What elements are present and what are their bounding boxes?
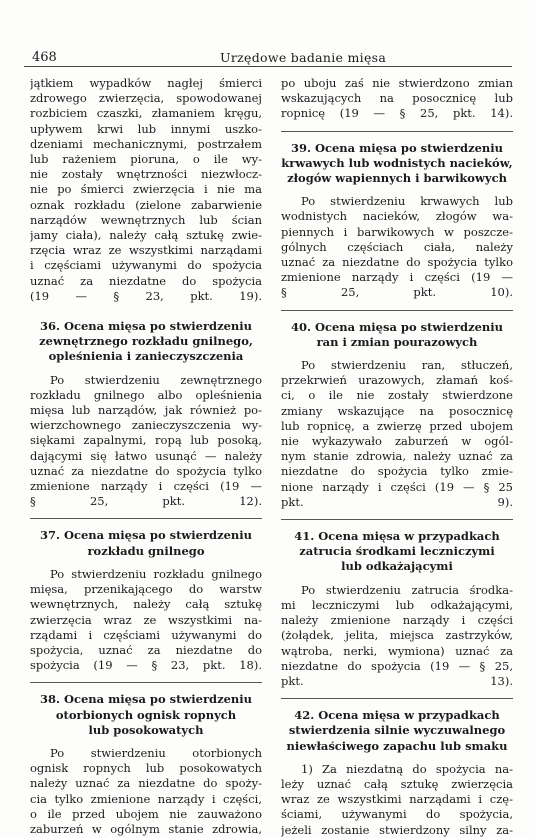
text-line: lub ropnicę, a zwierzę przed ubojem [281, 418, 513, 433]
text-line: niewłaściwego zapachu lub smaku [286, 738, 508, 753]
text-line: cia tylko zmienione narządy i części, [30, 791, 262, 806]
section-41-heading [281, 529, 513, 575]
text-line: Po stwierdzeniu krwawych lub [301, 194, 513, 209]
text-line: § 25, pkt. 12). [30, 494, 262, 509]
text-line: złogów wapiennych i barwikowych [287, 171, 507, 186]
text-line: wodnistych nacieków, złogów wa- [281, 209, 513, 224]
text-line: leży uznać całą sztukę zwierzęcia [281, 776, 513, 791]
text-line: wierzchownego zanieczyszczenia wy- [30, 418, 262, 433]
text-line: po uboju zaś nie stwierdzono zmian [281, 76, 513, 90]
text-line: krwawych lub wodnistych nacieków, [281, 155, 513, 170]
text-line: pkt. 13). [281, 673, 513, 688]
text-line: 37. Ocena mięsa po stwierdzeniu [39, 528, 253, 543]
text-line: wewnętrznych, należy całą sztukę [30, 597, 262, 612]
text-line: jeżeli zostanie stwierdzony silny za- [281, 822, 513, 837]
divider [30, 682, 262, 683]
divider [281, 519, 513, 520]
text-line: 39. Ocena mięsa po stwierdzeniu [290, 140, 504, 155]
text-line: § 25, pkt. 10). [281, 285, 513, 300]
text-line: (żołądek, jelita, miejsca zastrzyków, [281, 628, 513, 643]
paragraph-intro-left [30, 76, 262, 304]
text-line: Po stwierdzeniu zewnętrznego [50, 372, 262, 387]
text-line: otorbionych ognisk ropnych [55, 707, 237, 722]
text-line: dającymi się łatwo usunąć — należy [30, 448, 262, 463]
divider [281, 698, 513, 699]
page-number: 468 [32, 50, 57, 65]
text-line: wskazujących na posocznicę lub [281, 91, 513, 106]
text-line: rzęcia wraz ze wszystkimi narządami [30, 243, 262, 258]
text-line: Po stwierdzeniu otorbionych [50, 745, 262, 760]
text-line: rozkładu gnilnego albo opleśnienia [30, 387, 262, 402]
text-line: 1) Za niezdatną do spożycia na- [301, 761, 513, 776]
running-title: Urzędowe badanie mięsa [220, 50, 387, 65]
section-36-heading [30, 319, 262, 365]
text-line: ran i zmian pourazowych [316, 334, 478, 349]
text-line: jamy ciała), należy całą sztukę zwie- [30, 228, 262, 243]
text-line: ognisk ropnych lub posokowatych [30, 761, 262, 776]
text-line: rozbiciem czaszki, złamaniem kręgu, [30, 106, 262, 121]
text-line: zewnętrznego rozkładu gnilnego, [39, 334, 253, 349]
text-line: Po stwierdzeniu rozkładu gnilnego [50, 566, 262, 581]
text-line: ropnicę (19 — § 25, pkt. 14). [281, 106, 513, 121]
text-line: mi leczniczymi lub odkażającymi, [281, 597, 513, 612]
text-line: zdrowego zwierzęcia, spowodowanej [30, 91, 262, 106]
page-header [24, 46, 512, 67]
section-40-heading [281, 320, 513, 350]
section-38-body [30, 746, 262, 837]
text-line: należy zmienione narządy i części [281, 613, 513, 628]
divider [281, 310, 513, 311]
text-line: 41. Ocena mięsa w przypadkach [294, 529, 500, 544]
text-line: należy uznać za niezdatne do spoży- [30, 776, 262, 791]
text-line: przekrwień urazowych, złamań koś- [281, 373, 513, 388]
text-line: Po stwierdzeniu ran, stłuczeń, [301, 358, 513, 373]
text-line: wraz ze wszystkimi narządami i czę- [281, 792, 513, 807]
text-line: uznać za niezdatne do spożycia tylko [30, 463, 262, 478]
text-line: niezdatne do spożycia (19 — § 25, [281, 658, 513, 673]
text-line: 42. Ocena mięsa w przypadkach [294, 708, 500, 723]
text-line: nione narządy i części (19 — § 25 [281, 479, 513, 494]
text-line: narządów wewnętrznych lub ścian [30, 212, 262, 227]
text-line: nie po śmierci zwierzęcia i nie ma [30, 182, 262, 197]
section-39-body [281, 194, 513, 300]
divider [30, 518, 262, 519]
text-line: gólnych częściach ciała, należy [281, 239, 513, 254]
text-line: dzeniami mechanicznymi, postrzałem [30, 136, 262, 151]
text-line: lub rażeniem pioruna, o ile wy- [30, 152, 262, 167]
text-line: zmiany wskazujące na posocznicę [281, 403, 513, 418]
text-line: uznać za niezdatne do spożycia tylko [281, 255, 513, 270]
section-40-body [281, 358, 513, 510]
text-line: zwierzęcia wraz ze wszystkimi na- [30, 612, 262, 627]
text-line: siękami zapalnymi, ropą lub posoką, [30, 433, 262, 448]
divider [281, 131, 513, 132]
text-line: zaburzeń w ogólnym stanie zdrowia, [30, 821, 262, 836]
paragraph-intro-right [281, 76, 513, 122]
section-39-heading [281, 141, 513, 187]
left-column [30, 76, 262, 837]
text-line: 36. Ocena mięsa po stwierdzeniu [39, 319, 253, 334]
section-42-body [281, 762, 513, 838]
text-line: o ile przed ubojem nie zauważono [30, 806, 262, 821]
section-36-body [30, 373, 262, 510]
text-line: 38. Ocena mięsa po stwierdzeniu [39, 692, 253, 707]
text-line: rządami i częściami używanymi do [30, 627, 262, 642]
text-line: spożycia (19 — § 23, pkt. 18). [30, 658, 262, 673]
text-line: zmienione narządy i części (19 — [281, 270, 513, 285]
text-line: zmienione narządy i części (19 — [30, 479, 262, 494]
text-line: pkt. 9). [281, 494, 513, 509]
text-line: nie wykazywało zaburzeń w ogól- [281, 434, 513, 449]
text-line: lub posokowatych [88, 722, 204, 737]
text-line: 40. Ocena mięsa po stwierdzeniu [290, 319, 504, 334]
section-37-body [30, 567, 262, 673]
text-line: nie zostały wnętrzności niezwłocz- [30, 167, 262, 182]
text-line: zatrucia środkami leczniczymi [299, 544, 495, 559]
text-line: stwierdzenia silnie wyczuwalnego [288, 723, 506, 738]
text-line: upływem krwi lub innymi uszko- [30, 121, 262, 136]
text-line: i częściami używanymi do spożycia [30, 258, 262, 273]
text-line: mięsa lub narządów, jak również po- [30, 403, 262, 418]
text-line: wątroba, nerki, wymiona) uznać za [281, 643, 513, 658]
text-line: jątkiem wypadków nagłej śmierci [30, 76, 262, 90]
text-line: opleśnienia i zanieczyszczenia [48, 349, 244, 364]
text-line: mięsa, przenikającego do warstw [30, 582, 262, 597]
text-line: spożycia, uznać za niezdatne do [30, 642, 262, 657]
text-line: oznak rozkładu (zielone zabarwienie [30, 197, 262, 212]
section-37-heading [30, 528, 262, 558]
section-38-heading [30, 692, 262, 738]
text-line: ci, o ile nie zostały stwierdzone [281, 388, 513, 403]
text-line: nym stanie zdrowia, należy uznać za [281, 449, 513, 464]
section-42-heading [281, 708, 513, 754]
section-41-body [281, 583, 513, 689]
text-line: lub odkażającymi [341, 559, 453, 574]
text-line: niezdatne do spożycia tylko zmie- [281, 464, 513, 479]
right-column [281, 76, 513, 838]
text-line: (19 — § 23, pkt. 19). [30, 288, 262, 303]
text-line: ściami, używanymi do spożycia, [281, 807, 513, 822]
text-line: piennych i barwikowych w poszcze- [281, 224, 513, 239]
text-line: uznać za niezdatne do spożycia [30, 273, 262, 288]
text-line: Po stwierdzeniu zatrucia środka- [301, 582, 513, 597]
text-line: rozkładu gnilnego [87, 543, 205, 558]
